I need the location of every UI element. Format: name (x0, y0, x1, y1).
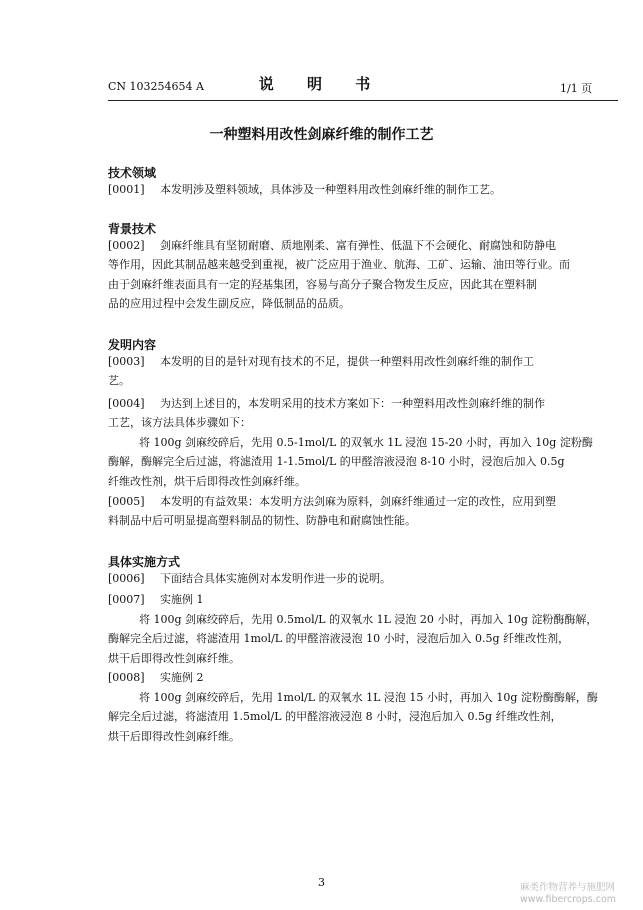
para-line: 纤维改性剂，烘干后即得改性剑麻纤维。 (108, 474, 306, 488)
para-number: [0003] (108, 355, 145, 368)
para-line: 将 100g 剑麻绞碎后，先用 0.5-1mol/L 的双氧水 1L 浸泡 15-20 小时，再加入 10g 淀粉酶 (139, 436, 593, 449)
para-line: 烘干后即得改性剑麻纤维。 (108, 729, 240, 743)
para-line: 将 100g 剑麻绞碎后，先用 1mol/L 的双氧水 1L 浸泡 15 小时，再加入 10g 淀粉酶酶解，酶 (139, 691, 598, 704)
para-line: [0004] 为达到上述目的，本发明采用的技术方案如下：一种塑料用改性剑麻纤维的制作 (108, 394, 626, 413)
heading-summary: 发明内容 (108, 338, 157, 352)
publication-number: CN 103254654 A (108, 80, 204, 93)
heading-background: 背景技术 (108, 222, 157, 236)
document-title: 一种塑料用改性剑麻纤维的制作工艺 (209, 127, 434, 143)
paragraph-0007-body (108, 610, 626, 668)
para-line: 解完全后过滤，将滤渣用 1.5mol/L 的甲醛溶液浸泡 8 小时，浸泡后加入 0.5g 纤维改性剂， (108, 710, 562, 724)
para-number: [0007] (108, 593, 145, 606)
paragraph-0006 (108, 569, 626, 588)
document-type: 说 明 书 (258, 75, 385, 93)
para-line: 艺。 (108, 374, 130, 388)
para-number: [0006] (108, 572, 145, 585)
para-line: 烘干后即得改性剑麻纤维。 (108, 651, 240, 665)
para-line: 酶解，酶解完全后过滤，将滤渣用 1-1.5mol/L 的甲醛溶液浸泡 8-10 小时，浸泡后加入 0.5g (108, 455, 565, 469)
para-line: [0008] 实施例 2 (108, 668, 626, 687)
paragraph-0003 (108, 352, 626, 391)
para-number: [0008] (108, 671, 145, 684)
page-reference: 1/1 页 (560, 82, 593, 95)
watermark-url: www.fibercrops.com (520, 894, 617, 905)
para-line: 料制品中后可明显提高塑料制品的韧性、防静电和耐腐蚀性能。 (108, 514, 416, 528)
heading-embodiments: 具体实施方式 (108, 555, 181, 569)
para-line: [0001] 本发明涉及塑料领域，具体涉及一种塑料用改性剑麻纤维的制作工艺。 (108, 180, 626, 199)
para-number: [0004] (108, 397, 145, 410)
para-line: 等作用，因此其制品越来越受到重视，被广泛应用于渔业、航海、工矿、运输、油田等行业。而 (108, 258, 570, 272)
watermark (520, 882, 616, 906)
paragraph-0002 (108, 236, 626, 314)
para-line: [0007] 实施例 1 (108, 590, 626, 609)
paragraph-0001 (108, 180, 626, 199)
paragraph-0004-steps (108, 433, 626, 491)
para-number: [0001] (108, 183, 145, 196)
paragraph-0007 (108, 590, 626, 609)
watermark-title: 麻类作物营养与施肥网 (520, 882, 616, 893)
para-line: [0002] 剑麻纤维具有坚韧耐磨、质地刚柔、富有弹性、低温下不会硬化、耐腐蚀和防静电 (108, 236, 626, 255)
para-line: 工艺，该方法具体步骤如下： (108, 416, 251, 430)
para-line: [0003] 本发明的目的是针对现有技术的不足，提供一种塑料用改性剑麻纤维的制作工 (108, 352, 626, 371)
header-rule (108, 100, 618, 101)
para-number: [0002] (108, 239, 145, 252)
heading-tech-field: 技术领域 (108, 166, 157, 180)
para-line: 由于剑麻纤维表面具有一定的羟基集团，容易与高分子聚合物发生反应，因此其在塑料制 (108, 277, 537, 291)
paragraph-0005 (108, 492, 626, 531)
paragraph-0004 (108, 394, 626, 433)
para-line: 酶解完全后过滤，将滤渣用 1mol/L 的甲醛溶液浸泡 10 小时，浸泡后加入 0.5g 纤维改性剂， (108, 632, 570, 646)
para-line: [0005] 本发明的有益效果：本发明方法剑麻为原料，剑麻纤维通过一定的改性，应用到塑 (108, 492, 626, 511)
para-line: [0006] 下面结合具体实施例对本发明作进一步的说明。 (108, 569, 626, 588)
paragraph-0008-body (108, 688, 626, 746)
para-line: 品的应用过程中会发生副反应，降低制品的品质。 (108, 297, 350, 311)
para-line: 将 100g 剑麻绞碎后，先用 0.5mol/L 的双氧水 1L 浸泡 20 小时，再加入 10g 淀粉酶酶解， (139, 613, 598, 626)
paragraph-0008 (108, 668, 626, 687)
para-number: [0005] (108, 495, 145, 508)
page-number: 3 (318, 876, 325, 889)
